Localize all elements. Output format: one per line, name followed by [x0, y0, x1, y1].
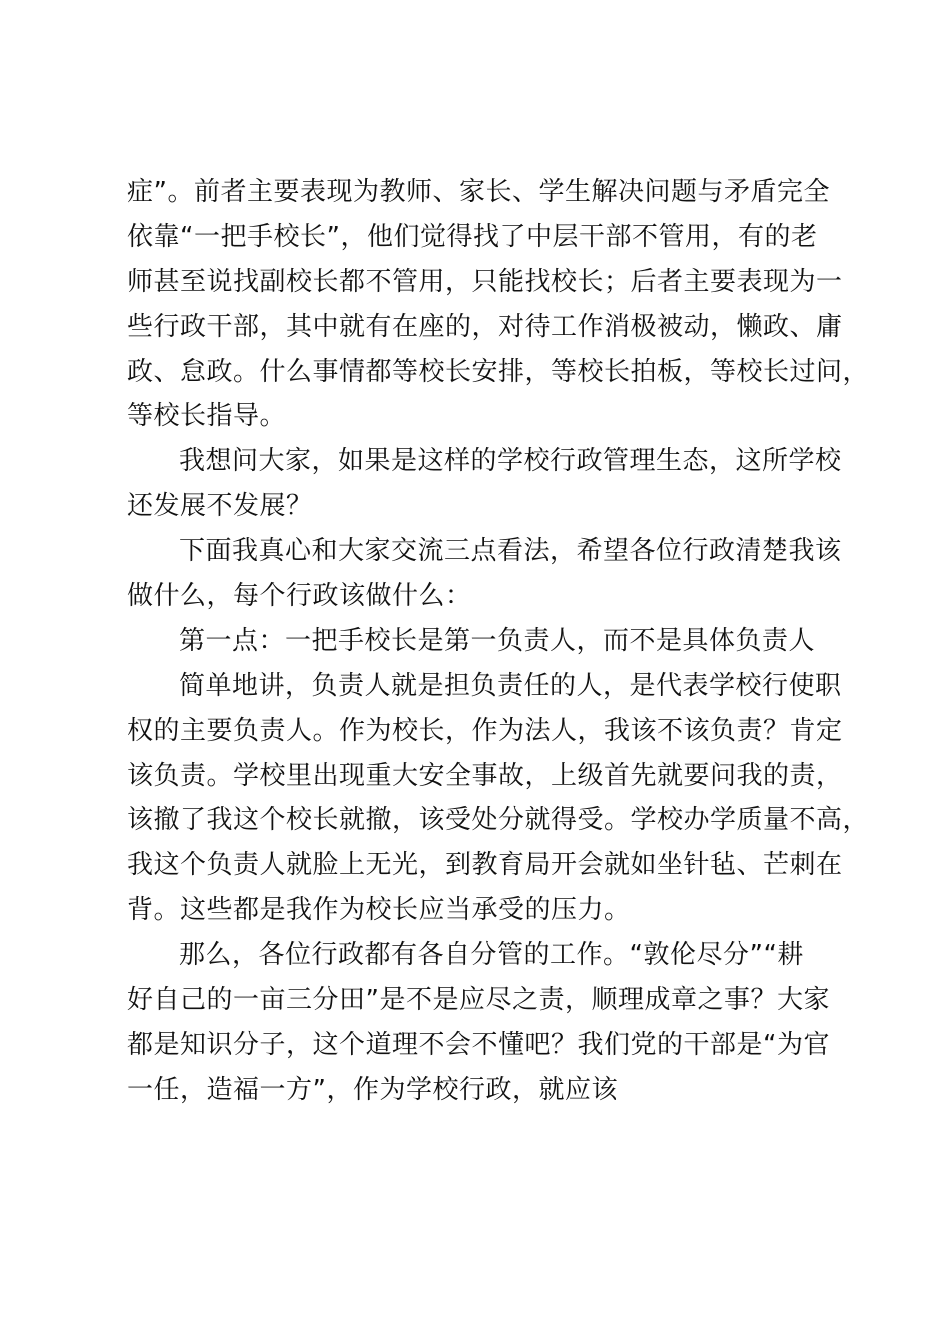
text-line: 权的主要负责人。作为校长，作为法人，我该不该负责？肯定	[127, 715, 843, 746]
body-text	[127, 170, 870, 1113]
text-line: 我想问大家，如果是这样的学校行政管理生态，这所学校	[179, 446, 842, 477]
text-line: 等校长指导。	[127, 401, 287, 432]
text-line: 师甚至说找副校长都不管用，只能找校长；后者主要表现为一	[127, 266, 843, 297]
text-line: 症”。前者主要表现为教师、家长、学生解决问题与矛盾完全	[127, 177, 830, 207]
text-line: 政、怠政。什么事情都等校长安排，等校长拍板，等校长过问，	[127, 356, 870, 387]
text-line: 简单地讲，负责人就是担负责任的人，是代表学校行使职	[179, 670, 842, 701]
text-line: 该撤了我这个校长就撤，该受处分就得受。学校办学质量不高，	[127, 805, 870, 836]
text-line: 第一点：一把手校长是第一负责人，而不是具体负责人	[179, 625, 816, 656]
text-line: 那么，各位行政都有各自分管的工作。“敦伦尽分”“耕	[179, 940, 804, 971]
text-line: 都是知识分子，这个道理不会不懂吧？我们党的干部是“为官	[127, 1029, 830, 1060]
text-line: 背。这些都是我作为校长应当承受的压力。	[127, 895, 631, 926]
text-line: 一任，造福一方”，作为学校行政，就应该	[127, 1074, 618, 1105]
text-line: 还发展不发展？	[127, 491, 313, 522]
text-line: 该负责。学校里出现重大安全事故，上级首先就要问我的责，	[127, 760, 843, 791]
text-line: 下面我真心和大家交流三点看法，希望各位行政清楚我该	[179, 536, 842, 567]
text-line: 做什么，每个行政该做什么：	[127, 581, 472, 612]
text-line: 我这个负责人就脸上无光，到教育局开会就如坐针毡、芒刺在	[127, 850, 843, 881]
text-line: 好自己的一亩三分田”是不是应尽之责，顺理成章之事？大家	[127, 985, 830, 1016]
text-line: 些行政干部，其中就有在座的，对待工作消极被动，懒政、庸	[127, 311, 843, 342]
text-line: 依靠“一把手校长”，他们觉得找了中层干部不管用，有的老	[127, 221, 818, 252]
